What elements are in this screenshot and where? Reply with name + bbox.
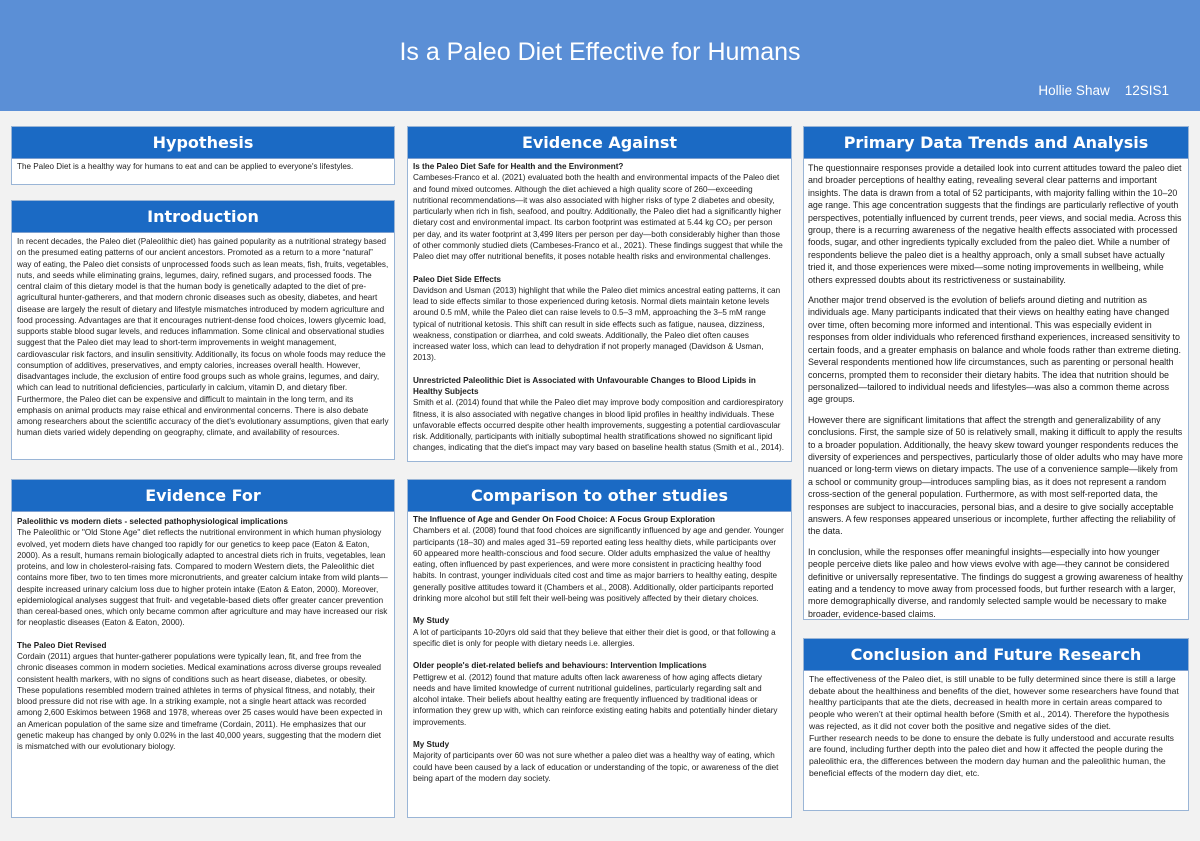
comparison-section-text: Chambers et al. (2008) found that food choices are significantly influenced by age and gender. Younger participants (18–30) and males aged 31–59 reported eating less healthy diets, while participants over 60 appeared more health-conscious and food secure. Older adults emphasized the value of healthy eating, often influenced by past experiences, and were more consistent in practicing healthy food habits. In contrast, younger individuals cited cost and time as major barriers to healthy eating, despite generally positive attitudes toward it (Chambers et al., 2008). Additionally, older participants reported drinking more alcohol but still felt their well-being was positively affected by their dietary choices. bbox=[413, 526, 784, 603]
primary-data-heading: Primary Data Trends and Analysis bbox=[804, 127, 1188, 158]
conclusion-paragraph: Further research needs to be done to ensure the debate is fully understood and accurate results are found, including further depth into the paleo diet and how it affected the people during the paleolithic era, the differences between the modern day human and the paleolithic human, the beneficial effects of the modern day diet, etc. bbox=[809, 732, 1174, 778]
title-banner bbox=[0, 0, 1200, 111]
comparison-section-title: My Study bbox=[413, 740, 450, 749]
evidence-for-section-title: Paleolithic vs modern diets - selected pathophysiological implications bbox=[17, 517, 288, 526]
introduction-heading: Introduction bbox=[12, 201, 394, 232]
comparison-section-text: Pettigrew et al. (2012) found that mature adults often lack awareness of how aging affects dietary needs and have limited knowledge of current nutritional guidelines, particularly regarding salt and alcohol intake. Their beliefs about healthy eating are frequently influenced by traditional ideas or information they grew up with, which can reinforce existing eating habits and potentially hinder dietary improvements. bbox=[413, 672, 778, 727]
hypothesis-panel bbox=[11, 126, 395, 185]
conclusion-heading: Conclusion and Future Research bbox=[804, 639, 1188, 670]
evidence-for-section-text: The Paleolithic or "Old Stone Age" diet reflects the nutritional environment in which human physiology evolved, yet modern diets have changed too rapidly for our genetics to keep pace (Eaton & Eaton, 2000). As a result, humans remain biologically adapted to ancestral diets rich in fruits, vegetables, lean proteins, and low in cholesterol-raising fats. Compared to modern Western diets, the Paleolithic diet contains more fiber, two to ten times more micronutrients, and greater calcium intake from wild plants—despite increased urinary calcium loss due to higher protein intake (Eaton & Eaton, 2000). Moreover, epidemiological analyses suggest that fruit- and vegetable-based diets offer greater cancer prevention than cereal-based ones, which only became common after agriculture and may have increased our risk for neoplastic diseases (Eaton & Eaton, 2000). bbox=[17, 528, 388, 628]
comparison-section-text: A lot of participants 10-20yrs old said that they believe that either their diet is good, or that following a specific diet is only for people with dietary needs i.e. allergies. bbox=[413, 627, 776, 648]
comparison-body bbox=[408, 511, 791, 784]
primary-data-body bbox=[804, 158, 1188, 620]
comparison-section-text: Majority of participants over 60 was not sure whether a paleo diet was a healthy way of eating, which could have been caused by a lack of education or understanding of the topic, or awareness of the diet being apart of the modern day society. bbox=[413, 751, 779, 783]
evidence-against-section-text: Smith et al. (2014) found that while the Paleo diet may improve body composition and cardiorespiratory fitness, it is also associated with negative changes in blood lipid profiles in healthy individuals. These unfavorable effects occurred despite other health improvements, suggesting a potential cardiovascular risk. Additionally, participants with initially suboptimal health stratifications showed no significant lipid changes, indicating that the diet's impact may vary based on baseline health status (Smith et al., 2014). bbox=[413, 398, 784, 453]
primary-data-paragraph: Another major trend observed is the evolution of beliefs around dieting and nutrition as individuals age. Many participants indicated that their views on healthy eating have changed over time, often becoming more informed and intentional. This was especially evident in responses from older individuals who referenced firsthand experiences, increased sensitivity to certain foods, and a greater emphasis on balance and whole foods rather than extreme dieting. Several respondents mentioned how life circumstances, such as parenting or personal health concerns, prompted them to reconsider their dietary habits. The idea that nutrition should be personalized—tailored to individual needs and lifestyles—was also a common theme across age groups. bbox=[808, 295, 1181, 405]
evidence-for-panel bbox=[11, 479, 395, 818]
comparison-panel bbox=[407, 479, 792, 818]
evidence-against-section-title: Unrestricted Paleolithic Diet is Associated with Unfavourable Changes to Blood Lipids in Healthy Subjects bbox=[413, 375, 756, 396]
evidence-for-body bbox=[12, 511, 394, 752]
hypothesis-text: The Paleo Diet is a healthy way for humans to eat and can be applied to everyone's lifestyles. bbox=[17, 162, 354, 171]
conclusion-body bbox=[804, 670, 1188, 779]
comparison-section-title: Older people's diet-related beliefs and behaviours: Intervention Implications bbox=[413, 661, 707, 671]
conclusion-panel bbox=[803, 638, 1189, 811]
conclusion-paragraph: The effectiveness of the Paleo diet, is still unable to be fully determined since there is still a large debate about the healthiness and benefits of the diet, however some researchers have found that healthy participants that ate the diets, decreased in health more in certain areas compared to people who weren’t at their optimal health before (Smith et al., 2014). Therefore the hypothesis was rejected, as it did not cover both the positive and negative sides of the diet. bbox=[809, 674, 1179, 731]
evidence-against-section-text: Cambeses-Franco et al. (2021) evaluated both the health and environmental impacts of the Paleo diet and found mixed outcomes. Although the diet achieved a high quality score of 260—exceeding nutritional recommendations—it was also associated with higher risks of type 2 diabetes and obesity, particularly when rich in fish, seafood, and poultry. Additionally, the Paleo diet had a significantly higher dietary cost and environmental impact. Its carbon footprint was estimated at 5.44 kg CO₂ per person per day, and its water footprint at 3,499 liters per person per day—both considerably higher than those of other commonly studied diets (Cambeses-Franco et al., 2021). These findings suggest that while the Paleo diet may offer nutritional benefits, it poses notable health risks and environmental challenges. bbox=[413, 173, 783, 261]
comparison-section-title: The Influence of Age and Gender On Food Choice: A Focus Group Exploration bbox=[413, 515, 715, 524]
evidence-against-section-text: Davidson and Usman (2013) highlight that while the Paleo diet mimics ancestral eating patterns, it can lead to side effects similar to those experienced during ketosis. Normal diets maintain ketone levels around 0.5 mM, while the Paleo diet can raise levels to 0.5–3 mM, approaching the 3–5 mM range typical of nutritional ketosis. This shift can result in side effects such as fatigue, nausea, dizziness, weakness, constipation or diarrhea, and cold sweats. Additionally, the Paleo diet often causes increased water loss, which can lead to dehydration if not properly managed (Davidson & Usman, 2013). bbox=[413, 285, 781, 363]
poster-title: Is a Paleo Diet Effective for Humans bbox=[399, 38, 801, 66]
primary-data-paragraph: In conclusion, while the responses offer meaningful insights—especially into how younger people perceive diets like paleo and how views evolve with age—they cannot be considered definitive or universally representative. The findings do suggest a growing awareness of healthy eating and a tendency to move away from processed foods, but further research with a larger, more demographically diverse, and randomly selected sample would be necessary to make broader, evidence-based claims. bbox=[808, 546, 1183, 619]
evidence-for-heading: Evidence For bbox=[12, 480, 394, 511]
evidence-for-section-text: Cordain (2011) argues that hunter-gatherer populations were typically lean, fit, and free from the chronic diseases common in modern societies. Medical examinations across diverse groups revealed consistent health markers, with no signs of conditions such as heart disease, diabetes, or obesity. These populations resembled modern trained athletes in terms of physical fitness, and notably, their blood pressure did not rise with age. In a striking example, not a single heart attack was recorded among 2,600 Eskimos between 1968 and 1978, whereas over 25 cases would have been expected in an American population of the same size and timeframe (Cordain, 2011). He emphasizes that our genetic makeup has changed by only 0.02% in the last 40,000 years, suggesting that the modern diet is mismatched with our evolutionary biology. bbox=[17, 652, 383, 751]
evidence-for-section-title: The Paleo Diet Revised bbox=[17, 640, 107, 650]
comparison-heading: Comparison to other studies bbox=[408, 480, 791, 511]
evidence-against-heading: Evidence Against bbox=[408, 127, 791, 158]
introduction-text: In recent decades, the Paleo diet (Paleolithic diet) has gained popularity as a nutritional strategy based on the presumed eating patterns of our ancient ancestors. Promoted as a return to a more “natural” way of eating, the Paleo diet consists of unprocessed foods such as lean meats, fish, fruits, vegetables, nuts, and seeds while eliminating grains, legumes, dairy, refined sugars, and processed foods. The central claim of this dietary model is that the human body is genetically adapted to the diet of pre-agricultural hunter-gatherers, and that modern chronic diseases such as obesity, diabetes, and heart disease are largely the result of dietary and lifestyle mismatches introduced by modern agriculture and food processing. Advantages are that it encourages nutrient-dense food choices, lowers glycemic load, supports stable blood sugar levels, and reduces inflammation. Some clinical and observational studies suggest that the Paleo diet may lead to short-term improvements in weight management, cardiovascular risk factors, and insulin sensitivity. Additionally, its focus on whole foods may reduce the consumption of additives, preservatives, and empty calories, increases overall health. However, disadvantages include, the exclusion of entire food groups such as whole grains, legumes, and dairy, which can lead to nutritional deficiencies, particularly in calcium, vitamin D, and dietary fiber. Furthermore, the Paleo diet can be expensive and difficult to maintain in the long term, and its emphasis on animal products may raise ethical and environmental concerns. There is also debate among researchers about the scientific accuracy of the diet’s evolutionary assumptions, given that early human diets varied widely depending on geography, climate, and availability of resources. bbox=[17, 237, 389, 438]
primary-data-paragraph: However there are significant limitations that affect the strength and generalizability of any conclusions. First, the sample size of 50 is relatively small, making it difficult to apply the results to a broader population. Additionally, the heavy skew toward younger respondents reduces the diversity of experiences and perspectives, particularly those of older adults who may have more nuanced or long-term views on dietary impacts. The use of a convenience sample—likely from a school or community group—introduces sampling bias, as it does not represent a random cross-section of the general population. Furthermore, as with most self-reported data, the responses are subject to inaccuracies, personal bias, and a desire to give socially acceptable answers. A few responses appeared unserious or incomplete, further affecting the reliability of the data. bbox=[808, 414, 1183, 537]
evidence-against-body bbox=[408, 158, 791, 454]
comparison-section-title: My Study bbox=[413, 616, 450, 626]
introduction-panel bbox=[11, 200, 395, 460]
author-label: Hollie Shaw 12SIS1 bbox=[1038, 83, 1169, 98]
hypothesis-heading: Hypothesis bbox=[12, 127, 394, 158]
evidence-against-section-title: Is the Paleo Diet Safe for Health and the Environment? bbox=[413, 162, 624, 171]
introduction-body bbox=[12, 232, 394, 439]
primary-data-panel bbox=[803, 126, 1189, 620]
evidence-against-panel bbox=[407, 126, 792, 462]
hypothesis-body bbox=[12, 158, 394, 172]
evidence-against-section-title: Paleo Diet Side Effects bbox=[413, 274, 502, 284]
primary-data-paragraph: The questionnaire responses provide a detailed look into current attitudes toward the paleo diet and broader perceptions of healthy eating, revealing several clear patterns and important insights. The data is drawn from a total of 52 participants, with majority falling within the 10–20 age range. This age concentration suggests that the findings are particularly reflective of youth perspectives, potentially influenced by current trends, peer views, and social media. Across this group, there is a recurring awareness of the negative health effects associated with processed foods, sugar, and other ingredients typically excluded from the paleo diet. While a number of respondents believe the paleo diet is a healthy approach, only a small subset have actually tried it, and those experiences were mixed—some noting improvements in wellbeing, while others expressed doubts about its restrictiveness or sustainability. bbox=[808, 163, 1182, 285]
